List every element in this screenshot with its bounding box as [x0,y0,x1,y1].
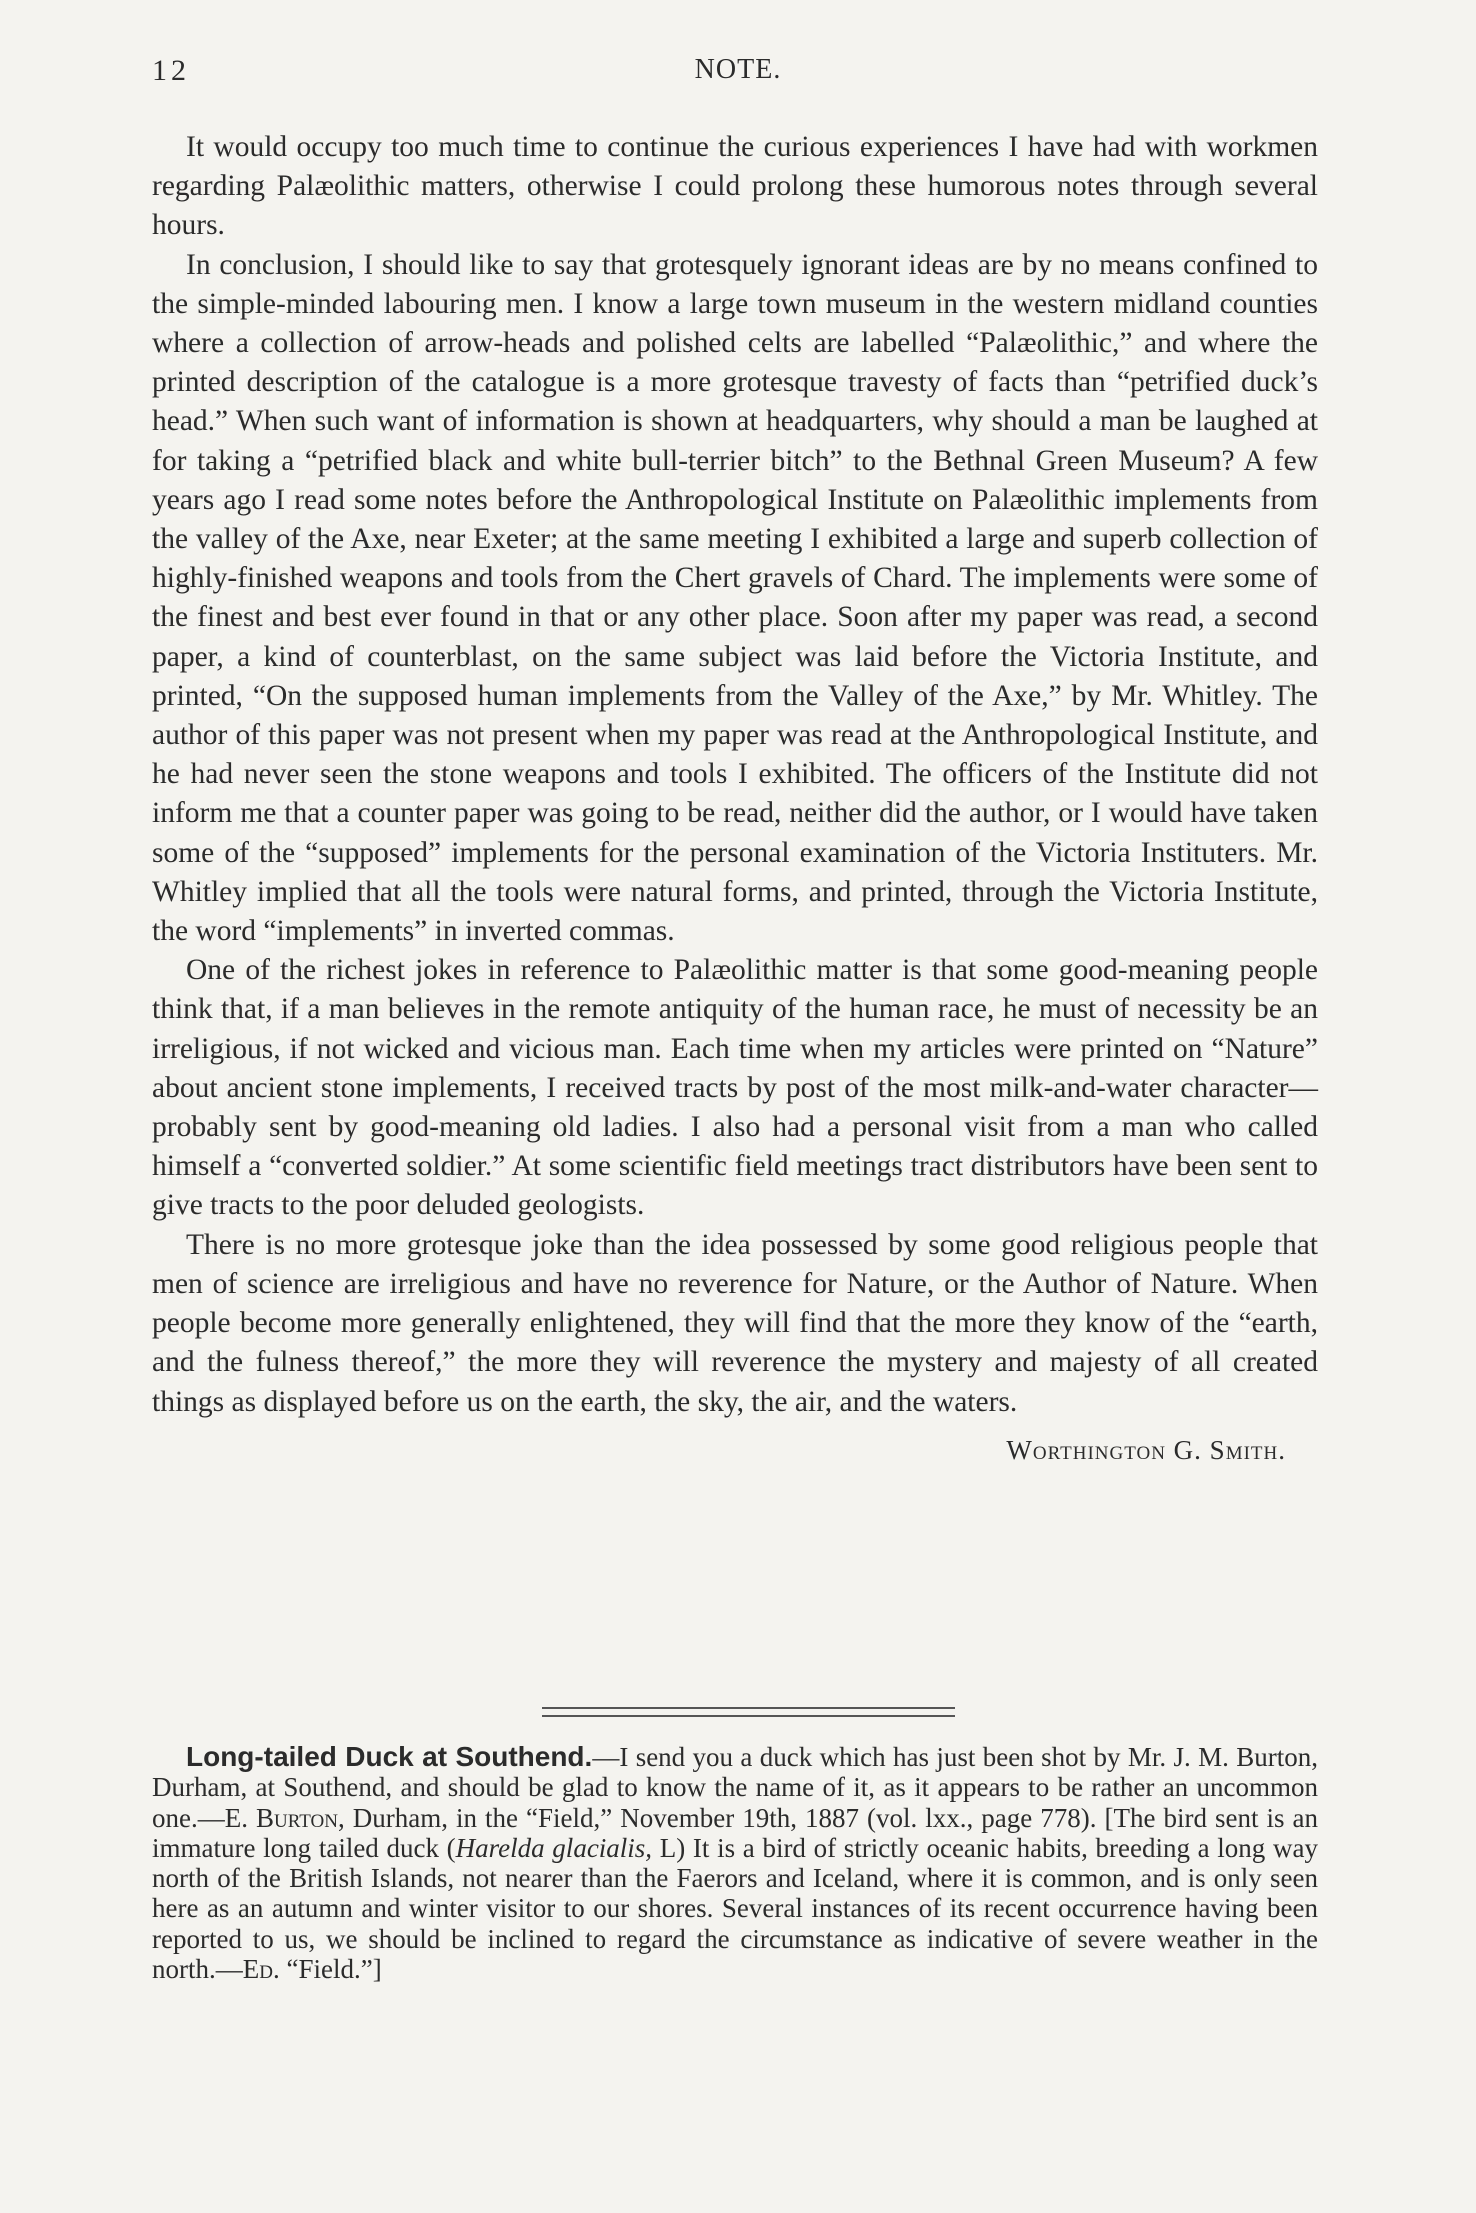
note-author: Burton [256,1802,338,1833]
species-name: Harelda glacialis, [455,1832,653,1863]
running-head: NOTE. [694,54,782,85]
author-signature: Worthington G. Smith. [1006,1434,1286,1465]
main-text [152,128,1318,1470]
note-editor: Ed. [242,1954,280,1985]
duck-note [152,1742,1318,1984]
note-text: L) It is a bird of strictly oceanic habits, breeding a long way north of the British Islands, not nearer than the Faerors and Iceland, where it is common, and is only seen here as an autumn and winter visitor to our shores. Several instances of its recent occurrence having been reported to us, we should be inclined to regard the circumstance as indicative of severe weather in the north.— [152,1832,1318,1985]
note-text: “Field.”] [279,1954,382,1985]
note-text: —I send you a duck which has just been shot by Mr. J. M. Burton, Durham, at Southend, and should be glad to know the name of it, as it appears to be rather an uncommon one.—E. [152,1742,1319,1833]
paragraph: One of the richest jokes in reference to Palæolithic matter is that some good-meaning people think that, if a man believes in the remote antiquity of the human race, he must of necessity be an irreligious, if not wicked and vicious man. Each time when my articles were printed on “Nature” about ancient stone implements, I received tracts by post of the most milk-and-water character—probably sent by good-meaning old ladies. I also had a personal visit from a man who called himself a “converted soldier.” At some scientific field meetings tract distributors have been sent to give tracts to the poor deluded geologists. [152,954,1318,1222]
note-title: Long-tailed Duck at Southend. [186,1741,593,1772]
section-divider [542,1707,955,1717]
paragraph: There is no more grotesque joke than the idea possessed by some good religious people that men of science are irreligious and have no reverence for Nature, or the Author of Nature. When people become more generally enlightened, they will find that the more they know of the “earth, and the fulness thereof,” the more they will reverence the mystery and majesty of all created things as displayed before us on the earth, the sky, the air, and the waters. [152,1228,1318,1418]
note-text: , Durham, in the “Field,” November 19th, 1887 (vol. lxx., page 778). [The bird sent is an immature long tailed duck ( [152,1802,1318,1863]
paragraph: In conclusion, I should like to say that grotesquely ignorant ideas are by no means confined to the simple-minded labouring men. I know a large town museum in the western midland counties where a collection of arrow-heads and polished celts are labelled “Palæolithic,” and where the printed description of the catalogue is a more grotesque travesty of facts than “petrified duck’s head.” When such want of information is shown at headquarters, why should a man be laughed at for taking a “petrified black and white bull-terrier bitch” to the Bethnal Green Museum? A few years ago I read some notes before the Anthropological Institute on Palæolithic implements from the valley of the Axe, near Exeter; at the same meeting I exhibited a large and superb collection of highly-finished weapons and tools from the Chert gravels of Chard. The implements were some of the finest and best ever found in that or any other place. Soon after my paper was read, a second paper, a kind of counterblast, on the same subject was laid before the Victoria Institute, and printed, “On the supposed human implements from the Valley of the Axe,” by Mr. Whitley. The author of this paper was not present when my paper was read at the Anthropological Institute, and he had never seen the stone weapons and tools I exhibited. The officers of the Institute did not inform me that a counter paper was going to be read, neither did the author, or I would have taken some of the “supposed” implements for the personal examination of the Victoria Instituters. Mr. Whitley implied that all the tools were natural forms, and printed, through the Victoria Institute, the word “implements” in inverted commas. [152,248,1318,948]
page-header [152,54,1324,94]
paragraph: It would occupy too much time to continue the curious experiences I have had with workmen regarding Palæolithic matters, otherwise I could prolong these humorous notes through several hours. [152,131,1318,242]
page-number: 12 [152,54,190,87]
